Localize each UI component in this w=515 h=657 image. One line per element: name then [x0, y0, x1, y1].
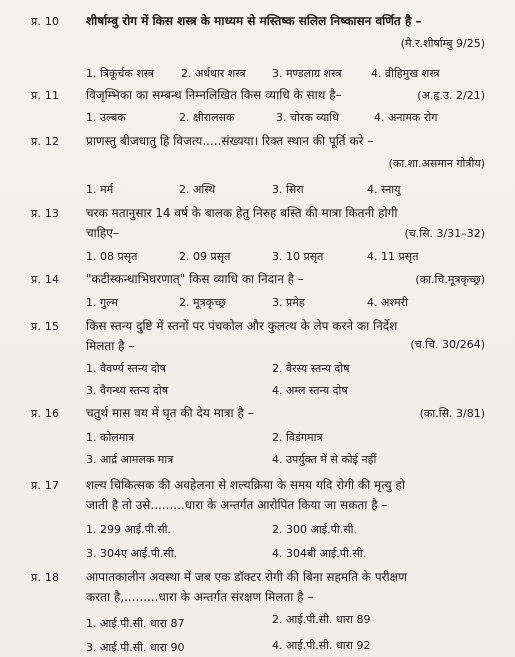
- option-3: 3. मण्डलाग्र शस्त्र: [272, 67, 342, 80]
- option-1: 1. 299 आई.पी.सी.: [86, 523, 171, 536]
- question-reference: (अ.हृ.उ. 2/21): [417, 89, 485, 102]
- question-text: शीर्षाम्बु रोग में किस शस्त्र के माध्यम से मस्तिष्क सलिल निष्कासन वर्णित है –: [86, 14, 422, 28]
- question-text: "कटीस्कन्धाभिघरणात्" किस व्याधि का निदान है –: [86, 272, 304, 286]
- question-reference: (मै.र.शीर्षाम्बु 9/25): [400, 37, 485, 50]
- question-text: विजृम्भिका का सम्बन्ध निम्नलिखित किस व्याधि के साथ है–: [86, 88, 342, 102]
- option-1: 1. गुल्म: [86, 296, 118, 309]
- option-3: 3. सिरा: [272, 183, 304, 196]
- option-1: 1. मर्म: [86, 183, 114, 196]
- option-4: 4. 304बी आई.पी.सी.: [272, 547, 367, 560]
- question-number: प्र. 18: [31, 571, 60, 584]
- option-4: 4. आई.पी.सी. धारा 92: [272, 639, 371, 652]
- question-text-line-2: चाहिए–: [86, 226, 119, 240]
- question-reference: (का.चि.मूत्रकृच्छ्र): [415, 273, 485, 286]
- question-number: प्र. 16: [31, 407, 60, 420]
- option-3: 3. आई.पी.सी. धारा 90: [86, 641, 185, 654]
- question-text-line-2: करता है,.........धारा के अन्तर्गत संरक्षण मिलता है –: [86, 590, 314, 604]
- option-4: 4. अश्मरी: [367, 296, 408, 309]
- question-reference: (का.शा.असमान गोत्रीय): [388, 157, 485, 170]
- option-3: 3. वैगन्ध्य स्तन्य दोष: [86, 384, 169, 397]
- option-4: 4. उपर्युक्त में से कोई नहीं: [272, 453, 377, 466]
- question-number: प्र. 12: [31, 135, 60, 148]
- option-3: 3. आर्द्र आमलक मात्र: [86, 453, 174, 466]
- question-reference: (च.सि. 3/31–32): [404, 227, 485, 240]
- option-2: 2. 09 प्रसृत: [179, 250, 231, 263]
- option-3: 3. 10 प्रसृत: [272, 250, 324, 263]
- option-2: 2. अर्धधार शस्त्र: [181, 67, 246, 80]
- option-4: 4. स्नायु: [367, 183, 401, 196]
- option-1: 1. उल्बक: [86, 111, 126, 124]
- option-4: 4. व्रीहिमुख शस्त्र: [371, 67, 440, 80]
- option-2: 2. क्षीरालसक: [179, 111, 235, 124]
- option-2: 2. अस्थि: [179, 183, 216, 196]
- question-text-line-2: मिलता है –: [86, 339, 135, 353]
- question-text-line-1: शल्य चिकित्सक की अवहेलना से शल्यक्रिया के समय यदि रोगी की मृत्यु हो: [86, 478, 405, 492]
- option-4: 4. 11 प्रसृत: [367, 250, 419, 263]
- option-1: 1. कोलमात्र: [86, 431, 135, 444]
- question-text-line-1: आपातकालीन अवस्था में जब एक डॉक्टर रोगी की बिना सहमति के परीक्षण: [86, 570, 407, 584]
- question-text-line-1: चरक मतानुसार 14 वर्ष के बालक हेतु निरुह बस्ति की मात्रा कितनी होगी: [86, 206, 398, 220]
- option-1: 1. त्रिकूर्चक शस्त्र: [86, 67, 155, 80]
- question-text: चतुर्थ मास वय में घृत की देय मात्रा है –: [86, 406, 254, 420]
- question-number: प्र. 10: [31, 15, 60, 28]
- question-number: प्र. 14: [31, 273, 60, 286]
- option-2: 2. विडंगमात्र: [272, 431, 323, 444]
- question-text: प्राणस्तु बीजधातु हि विजत्य.....संख्यया। रिक्त स्थान की पूर्ति करे –: [86, 134, 374, 148]
- option-4: 4. अनामक रोग: [374, 111, 438, 124]
- question-reference: (च.चि. 30/264): [410, 338, 485, 351]
- option-2: 2. आई.पी.सी. धारा 89: [272, 613, 371, 626]
- option-2: 2. 300 आई.पी.सी.: [272, 523, 357, 536]
- option-4: 4. अम्ल स्तन्य दोष: [272, 384, 348, 397]
- option-2: 2. वैरस्य स्तन्य दोष: [272, 362, 350, 375]
- option-1: 1. वैवर्ण्य स्तन्य दोष: [86, 362, 167, 375]
- question-text-line-1: किस स्तन्य दुष्टि में स्तनों पर पंचकोल और कुलत्थ के लेप करने का निर्देश: [86, 319, 398, 333]
- option-3: 3. चोरक व्याधि: [276, 111, 339, 124]
- question-number: प्र. 13: [31, 207, 60, 220]
- option-2: 2. मूत्रकृच्छ्र: [179, 296, 226, 309]
- option-1: 1. 08 प्रसृत: [86, 250, 138, 263]
- option-1: 1. आई.पी.सी. धारा 87: [86, 617, 185, 630]
- option-3: 3. प्रमेह: [272, 296, 305, 309]
- question-reference: (का.सि. 3/81): [419, 407, 485, 420]
- question-number: प्र. 15: [31, 320, 60, 333]
- question-text-line-2: जाती है तो उसे.........धारा के अन्तर्गत आरोपित किया जा सकता है –: [86, 498, 388, 512]
- option-3: 3. 304ए आई.पी.सी.: [86, 547, 178, 560]
- question-number: प्र. 11: [31, 89, 60, 102]
- question-number: प्र. 17: [31, 479, 60, 492]
